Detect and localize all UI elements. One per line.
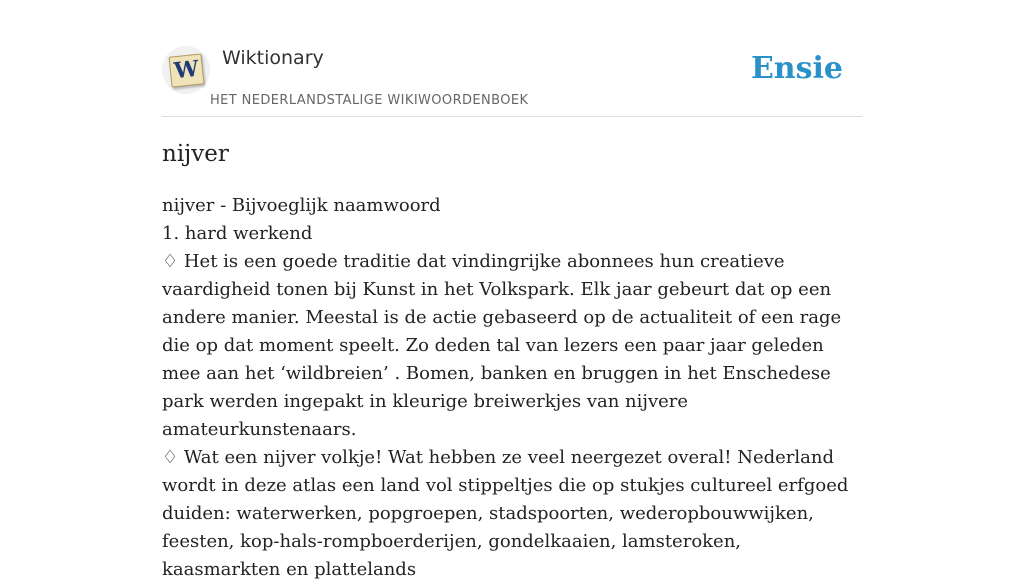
site-header <box>162 0 862 117</box>
site-tagline: HET NEDERLANDSTALIGE WIKIWOORDENBOEK <box>210 93 529 108</box>
example-paragraph: ♢ Wat een nijver volkje! Wat hebben ze veel neergezet overal! Nederland wordt in deze atlas een land vol stippeltjes die op stukjes cultureel erfgoed duiden: waterwerken, popgroepen, stadspoorten, wederopbouwwijken, feesten, kop-hals-rompboerderijen, gondelkaaien, lamsteroken, kaasmarkten en plattelands <box>162 447 849 580</box>
logo-tile <box>168 53 204 87</box>
page-title: nijver <box>162 141 229 167</box>
definition-sense: 1. hard werkend <box>162 223 313 244</box>
definition-heading: nijver - Bijvoeglijk naamwoord <box>162 195 441 216</box>
logo-letter: W <box>172 55 201 85</box>
example-paragraph: ♢ Het is een goede traditie dat vindingrijke abonnees hun creatieve vaardigheid tonen bij Kunst in het Volkspark. Elk jaar gebeurt dat op een andere manier. Meestal is de actie gebaseerd op de actualiteit of een rage die op dat moment speelt. Zo deden tal van lezers een paar jaar geleden mee aan het ‘wildbreien’ . Bomen, banken en bruggen in het Enschedese park werden ingepakt in kleurige breiwerkjes van nijvere amateurkunstenaars. <box>162 251 842 440</box>
site-name[interactable]: Wiktionary <box>222 47 324 69</box>
article-content <box>162 192 862 584</box>
ensie-brand-link[interactable]: Ensie <box>750 51 843 86</box>
wiktionary-logo-icon[interactable] <box>162 46 210 94</box>
